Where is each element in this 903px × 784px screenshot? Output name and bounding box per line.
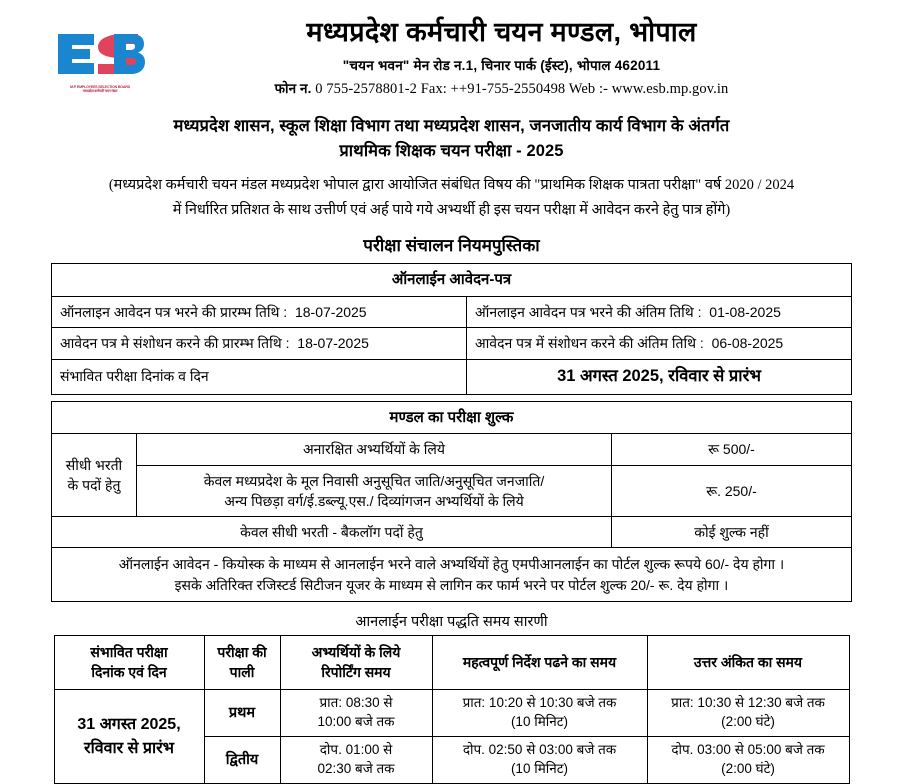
exam-date-value: 31 अगस्त 2025, रविवार से प्रारंभ: [467, 359, 852, 394]
table-row: [54, 690, 849, 737]
fee-category-reserved-line2: अन्य पिछड़ा वर्ग/ई.डब्ल्यू.एस./ दिव्यांगजन अभ्यर्थियों के लिये: [224, 492, 524, 509]
answer-time-first-line2: (2:00 घंटे): [721, 714, 775, 730]
document-header: [0, 0, 903, 98]
organization-contact: [200, 79, 803, 98]
phone-label: फोन न.: [274, 80, 312, 96]
answer-time-first-line1: प्रात: 10:30 से 12:30 बजे तक: [671, 695, 825, 711]
answer-time-second: [647, 737, 849, 784]
table-row: [51, 517, 851, 548]
apply-start-label: ऑनलाइन आवेदन पत्र भरने की प्रारम्भ तिथि :: [60, 304, 288, 320]
col-instructions-time: महत्वपूर्ण निर्देश पढने का समय: [432, 636, 647, 690]
edit-start-value: 18-07-2025: [297, 335, 369, 352]
esb-logo-icon: [54, 24, 146, 86]
logo-caption-hindi: मध्यप्रदेश कर्मचारी चयन मंडल: [82, 88, 118, 93]
intro-block: [0, 114, 903, 223]
reporting-time-first-line2: 10:00 बजे तक: [317, 714, 395, 730]
contact-details: 0 755-2578801-2 Fax: ++91-755-2550498 Web :- www.esb.mp.gov.in: [315, 80, 729, 97]
fee-table-title: मण्डल का परीक्षा शुल्क: [51, 401, 851, 434]
fee-amount-reserved: रू. 250/-: [611, 465, 851, 517]
fee-amount-unreserved: रू 500/-: [611, 434, 851, 465]
exam-heading-line2: प्राथमिक शिक्षक चयन परीक्षा - 2025: [339, 142, 564, 161]
reporting-time-second-line2: 02:30 बजे तक: [317, 760, 395, 776]
col-shift: [204, 636, 280, 690]
edit-end-label: आवेदन पत्र में संशोधन करने की अंतिम तिथि :: [475, 335, 704, 352]
edit-start-label: आवेदन पत्र मे संशोधन करने की प्रारम्भ तिथि :: [60, 335, 290, 352]
instructions-time-first-line2: (10 मिनिट): [510, 714, 569, 730]
reporting-time-second-line1: दोप. 01:00 से: [319, 742, 393, 758]
col-shift-line1: परीक्षा की: [217, 644, 267, 661]
table-row: [51, 465, 851, 517]
col-reporting-time-line1: अभ्यर्थियों के लिये: [311, 644, 401, 661]
schedule-caption: आनलाईन परीक्षा पद्धति समय सारणी: [355, 614, 548, 631]
direct-recruitment-label: [51, 434, 136, 517]
esb-logo: [54, 24, 146, 94]
col-exam-date-line1: संभावित परीक्षा: [90, 644, 168, 661]
schedule-exam-day-line2: रविवार से प्रारंभ: [84, 739, 174, 757]
apply-end-value: 01-08-2025: [709, 304, 781, 320]
schedule-table: [54, 635, 850, 784]
col-answer-time: उत्तर अंकित का समय: [647, 636, 849, 690]
organization-address: "चयन भवन" मेन रोड न.1, चिनार पार्क (ईस्ट), भोपाल 462011: [342, 57, 661, 73]
col-reporting-time-line2: रिपोर्टिंग समय: [321, 663, 391, 680]
col-reporting-time: [280, 636, 432, 690]
header-text-block: [200, 16, 903, 98]
portal-fee-note-line1: ऑनलाईन आवेदन - कियोस्क के माध्यम से आनलाईन भरने वाले अभ्यर्थियों हेतु एमपीआनलाईन का पोर्टल शुल्क रूपये 60/- देय होगा ।: [118, 556, 785, 573]
col-exam-date-line2: दिनांक एवं दिन: [91, 663, 167, 680]
fee-category-unreserved: अनारक्षित अभ्यर्थियों के लिये: [136, 434, 611, 465]
fee-category-reserved: [136, 465, 611, 517]
instructions-time-second-line2: (10 मिनिट): [510, 760, 569, 776]
fee-category-reserved-line1: केवल मध्यप्रदेश के मूल निवासी अनुसूचित जाति/अनुसूचित जनजाति/: [203, 472, 545, 489]
apply-start-value: 18-07-2025: [294, 304, 367, 320]
application-table: [51, 263, 852, 394]
organization-title: मध्यप्रदेश कर्मचारी चयन मण्डल, भोपाल: [306, 17, 697, 47]
eligibility-note-line1: (मध्यप्रदेश कर्मचारी चयन मंडल मध्यप्रदेश भोपाल द्वारा आयोजित संबंधित विषय की "प्राथमिक शिक्षक पात्रता परीक्षा" वर्ष 2020 / 2024: [108, 176, 795, 193]
table-row: [52, 328, 852, 359]
apply-end-label: ऑनलाइन आवेदन पत्र भरने की अंतिम तिथि :: [475, 304, 702, 320]
rulebook-subheading: परीक्षा संचालन नियमपुस्तिका: [363, 236, 540, 256]
direct-recruitment-line2: के पदों हेतु: [67, 477, 121, 494]
schedule-exam-day: [54, 690, 204, 784]
apply-start-cell: [52, 297, 467, 328]
reporting-time-first: [280, 690, 432, 737]
instructions-time-second-line1: दोप. 02:50 से 03:00 बजे तक: [462, 742, 617, 758]
shift-name-first: प्रथम: [204, 690, 280, 737]
portal-fee-note: [51, 548, 851, 602]
table-header-row: [54, 636, 849, 690]
exam-date-label: संभावित परीक्षा दिनांक व दिन: [52, 359, 467, 394]
table-row: [52, 297, 852, 328]
backlog-label: केवल सीधी भरती - बैकलॉग पदों हेतु: [51, 517, 611, 548]
eligibility-note-line2: में निर्धारित प्रतिशत के साथ उत्तीर्ण एवं अर्ह पाये गये अभ्यर्थी ही इस चयन परीक्षा में आवेदन करने हेतु पात्र होंगे): [172, 202, 731, 219]
exam-heading-line1: मध्यप्रदेश शासन, स्कूल शिक्षा विभाग तथा मध्यप्रदेश शासन, जनजातीय कार्य विभाग के अंतर्गत: [173, 116, 730, 135]
shift-name-second: द्वितीय: [204, 737, 280, 784]
schedule-exam-day-line1: 31 अगस्त 2025,: [77, 715, 181, 733]
table-row: [51, 434, 851, 465]
instructions-time-second: [432, 737, 647, 784]
col-shift-line2: पाली: [229, 663, 255, 680]
table-row: [51, 548, 851, 602]
logo-container: [0, 16, 200, 94]
answer-time-second-line2: (2:00 घंटे): [721, 760, 775, 776]
reporting-time-second: [280, 737, 432, 784]
instructions-time-first-line1: प्रात: 10:20 से 10:30 बजे तक: [462, 695, 617, 711]
col-exam-date: [54, 636, 204, 690]
answer-time-second-line1: दोप. 03:00 से 05:00 बजे तक: [671, 742, 825, 758]
answer-time-first: [647, 690, 849, 737]
edit-end-value: 06-08-2025: [711, 335, 784, 352]
fee-table: [51, 401, 852, 603]
edit-start-cell: [52, 328, 467, 359]
backlog-amount: कोई शुल्क नहीं: [611, 517, 851, 548]
portal-fee-note-line2: इसके अतिरिक्त रजिस्टर्ड सिटीजन यूजर के माध्यम से लागिन कर फार्म भरने पर पोर्टल शुल्क 20/- रू. देय होगा ।: [174, 576, 729, 593]
reporting-time-first-line1: प्रात: 08:30 से: [319, 695, 393, 711]
logo-caption-english: M.P. EMPLOYEES SELECTION BOARD: [69, 85, 131, 89]
direct-recruitment-line1: सीधी भरती: [65, 456, 123, 473]
table-row: [52, 264, 852, 297]
apply-end-cell: [467, 297, 852, 328]
instructions-time-first: [432, 690, 647, 737]
table-row: [51, 401, 851, 434]
edit-end-cell: [467, 328, 852, 359]
application-table-title: ऑनलाईन आवेदन-पत्र: [52, 264, 852, 297]
table-row: [52, 359, 852, 394]
